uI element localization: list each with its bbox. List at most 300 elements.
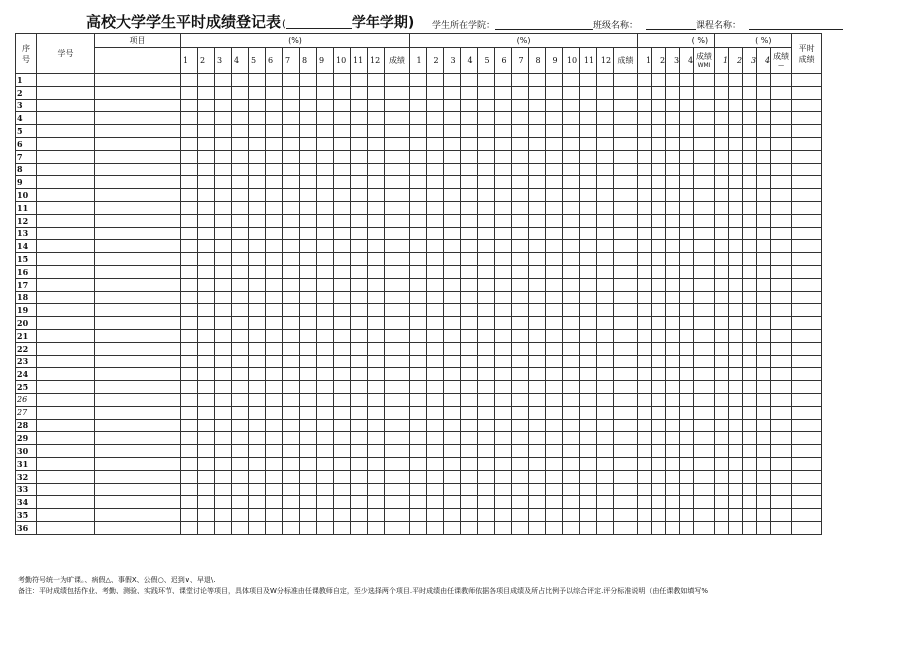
- grade-cell[interactable]: [666, 457, 680, 470]
- grade-cell[interactable]: [694, 381, 715, 394]
- grade-cell[interactable]: [580, 176, 597, 189]
- grade-cell[interactable]: [529, 329, 546, 342]
- grade-cell[interactable]: [444, 457, 461, 470]
- grade-cell[interactable]: [283, 74, 300, 87]
- grade-cell[interactable]: [266, 99, 283, 112]
- grade-cell[interactable]: [181, 99, 198, 112]
- grade-cell[interactable]: [300, 381, 317, 394]
- grade-cell[interactable]: [597, 176, 614, 189]
- grade-cell[interactable]: [792, 201, 822, 214]
- grade-cell[interactable]: [666, 150, 680, 163]
- grade-cell[interactable]: [792, 291, 822, 304]
- grade-cell[interactable]: [757, 291, 771, 304]
- grade-cell[interactable]: [444, 163, 461, 176]
- grade-cell[interactable]: [715, 304, 729, 317]
- grade-cell[interactable]: [638, 393, 652, 406]
- grade-cell[interactable]: [546, 265, 563, 278]
- grade-cell[interactable]: [198, 150, 215, 163]
- grade-cell[interactable]: [198, 163, 215, 176]
- grade-cell[interactable]: [546, 253, 563, 266]
- grade-cell[interactable]: [715, 342, 729, 355]
- grade-cell[interactable]: [444, 214, 461, 227]
- grade-cell[interactable]: [232, 163, 249, 176]
- grade-cell[interactable]: [249, 445, 266, 458]
- year-blank[interactable]: [286, 14, 352, 29]
- grade-cell[interactable]: [317, 381, 334, 394]
- grade-cell[interactable]: [729, 176, 743, 189]
- grade-cell[interactable]: [385, 445, 410, 458]
- grade-cell[interactable]: [95, 214, 181, 227]
- grade-cell[interactable]: [771, 419, 792, 432]
- grade-cell[interactable]: [563, 214, 580, 227]
- grade-cell[interactable]: [385, 125, 410, 138]
- grade-cell[interactable]: [757, 355, 771, 368]
- grade-cell[interactable]: [368, 112, 385, 125]
- grade-cell[interactable]: [495, 201, 512, 214]
- grade-cell[interactable]: [95, 253, 181, 266]
- grade-cell[interactable]: [652, 214, 666, 227]
- grade-cell[interactable]: [666, 496, 680, 509]
- grade-cell[interactable]: [680, 201, 694, 214]
- grade-cell[interactable]: [249, 86, 266, 99]
- grade-cell[interactable]: [461, 189, 478, 202]
- grade-cell[interactable]: [249, 214, 266, 227]
- grade-cell[interactable]: [512, 304, 529, 317]
- grade-cell[interactable]: [792, 99, 822, 112]
- grade-cell[interactable]: [652, 189, 666, 202]
- grade-cell[interactable]: [694, 201, 715, 214]
- grade-cell[interactable]: [529, 227, 546, 240]
- grade-cell[interactable]: [368, 406, 385, 419]
- grade-cell[interactable]: [317, 201, 334, 214]
- grade-cell[interactable]: [249, 125, 266, 138]
- grade-cell[interactable]: [461, 381, 478, 394]
- grade-cell[interactable]: [757, 227, 771, 240]
- grade-cell[interactable]: [666, 381, 680, 394]
- grade-cell[interactable]: [283, 125, 300, 138]
- grade-cell[interactable]: [181, 509, 198, 522]
- grade-cell[interactable]: [529, 240, 546, 253]
- grade-cell[interactable]: [495, 368, 512, 381]
- grade-cell[interactable]: [729, 240, 743, 253]
- grade-cell[interactable]: [715, 419, 729, 432]
- grade-cell[interactable]: [495, 317, 512, 330]
- grade-cell[interactable]: [444, 150, 461, 163]
- grade-cell[interactable]: [232, 355, 249, 368]
- grade-cell[interactable]: [232, 150, 249, 163]
- grade-cell[interactable]: [666, 406, 680, 419]
- grade-cell[interactable]: [614, 381, 638, 394]
- grade-cell[interactable]: [652, 112, 666, 125]
- grade-cell[interactable]: [512, 240, 529, 253]
- grade-cell[interactable]: [478, 368, 495, 381]
- grade-cell[interactable]: [580, 317, 597, 330]
- grade-cell[interactable]: [680, 509, 694, 522]
- grade-cell[interactable]: [249, 176, 266, 189]
- grade-cell[interactable]: [666, 227, 680, 240]
- grade-cell[interactable]: [614, 342, 638, 355]
- grade-cell[interactable]: [410, 445, 427, 458]
- grade-cell[interactable]: [368, 445, 385, 458]
- grade-cell[interactable]: [680, 406, 694, 419]
- grade-cell[interactable]: [283, 445, 300, 458]
- grade-cell[interactable]: [385, 457, 410, 470]
- grade-cell[interactable]: [461, 393, 478, 406]
- grade-cell[interactable]: [614, 329, 638, 342]
- grade-cell[interactable]: [198, 227, 215, 240]
- grade-cell[interactable]: [368, 483, 385, 496]
- grade-cell[interactable]: [638, 509, 652, 522]
- grade-cell[interactable]: [771, 509, 792, 522]
- grade-cell[interactable]: [694, 125, 715, 138]
- grade-cell[interactable]: [546, 99, 563, 112]
- grade-cell[interactable]: [351, 496, 368, 509]
- grade-cell[interactable]: [198, 112, 215, 125]
- grade-cell[interactable]: [666, 432, 680, 445]
- grade-cell[interactable]: [597, 445, 614, 458]
- grade-cell[interactable]: [694, 253, 715, 266]
- grade-cell[interactable]: [792, 125, 822, 138]
- grade-cell[interactable]: [563, 457, 580, 470]
- grade-cell[interactable]: [743, 291, 757, 304]
- grade-cell[interactable]: [546, 125, 563, 138]
- grade-cell[interactable]: [563, 329, 580, 342]
- grade-cell[interactable]: [563, 189, 580, 202]
- grade-cell[interactable]: [198, 291, 215, 304]
- grade-cell[interactable]: [614, 304, 638, 317]
- grade-cell[interactable]: [652, 483, 666, 496]
- grade-cell[interactable]: [444, 317, 461, 330]
- grade-cell[interactable]: [563, 368, 580, 381]
- grade-cell[interactable]: [743, 112, 757, 125]
- grade-cell[interactable]: [215, 253, 232, 266]
- grade-cell[interactable]: [478, 381, 495, 394]
- grade-cell[interactable]: [385, 176, 410, 189]
- grade-cell[interactable]: [427, 253, 444, 266]
- grade-cell[interactable]: [614, 240, 638, 253]
- grade-cell[interactable]: [495, 483, 512, 496]
- grade-cell[interactable]: [597, 470, 614, 483]
- grade-cell[interactable]: [638, 265, 652, 278]
- grade-cell[interactable]: [410, 214, 427, 227]
- grade-cell[interactable]: [652, 329, 666, 342]
- grade-cell[interactable]: [715, 74, 729, 87]
- grade-cell[interactable]: [652, 317, 666, 330]
- grade-cell[interactable]: [334, 521, 351, 534]
- grade-cell[interactable]: [266, 163, 283, 176]
- grade-cell[interactable]: [743, 227, 757, 240]
- grade-cell[interactable]: [198, 406, 215, 419]
- grade-cell[interactable]: [283, 304, 300, 317]
- grade-cell[interactable]: [334, 342, 351, 355]
- grade-cell[interactable]: [351, 227, 368, 240]
- grade-cell[interactable]: [410, 393, 427, 406]
- grade-cell[interactable]: [512, 406, 529, 419]
- grade-cell[interactable]: [351, 189, 368, 202]
- grade-cell[interactable]: [300, 278, 317, 291]
- grade-cell[interactable]: [198, 381, 215, 394]
- grade-cell[interactable]: [95, 189, 181, 202]
- grade-cell[interactable]: [198, 483, 215, 496]
- grade-cell[interactable]: [181, 163, 198, 176]
- grade-cell[interactable]: [37, 99, 95, 112]
- grade-cell[interactable]: [37, 496, 95, 509]
- grade-cell[interactable]: [792, 419, 822, 432]
- grade-cell[interactable]: [181, 342, 198, 355]
- grade-cell[interactable]: [351, 291, 368, 304]
- grade-cell[interactable]: [444, 265, 461, 278]
- grade-cell[interactable]: [563, 342, 580, 355]
- grade-cell[interactable]: [694, 265, 715, 278]
- grade-cell[interactable]: [385, 99, 410, 112]
- grade-cell[interactable]: [680, 393, 694, 406]
- grade-cell[interactable]: [198, 521, 215, 534]
- grade-cell[interactable]: [478, 406, 495, 419]
- grade-cell[interactable]: [478, 509, 495, 522]
- grade-cell[interactable]: [300, 125, 317, 138]
- grade-cell[interactable]: [757, 125, 771, 138]
- grade-cell[interactable]: [334, 86, 351, 99]
- grade-cell[interactable]: [597, 381, 614, 394]
- grade-cell[interactable]: [37, 291, 95, 304]
- grade-cell[interactable]: [368, 189, 385, 202]
- grade-cell[interactable]: [729, 150, 743, 163]
- grade-cell[interactable]: [757, 278, 771, 291]
- grade-cell[interactable]: [666, 291, 680, 304]
- grade-cell[interactable]: [300, 74, 317, 87]
- grade-cell[interactable]: [495, 470, 512, 483]
- grade-cell[interactable]: [478, 74, 495, 87]
- grade-cell[interactable]: [385, 432, 410, 445]
- grade-cell[interactable]: [478, 393, 495, 406]
- grade-cell[interactable]: [715, 483, 729, 496]
- grade-cell[interactable]: [317, 150, 334, 163]
- grade-cell[interactable]: [300, 99, 317, 112]
- grade-cell[interactable]: [461, 240, 478, 253]
- grade-cell[interactable]: [715, 393, 729, 406]
- grade-cell[interactable]: [444, 304, 461, 317]
- grade-cell[interactable]: [666, 483, 680, 496]
- grade-cell[interactable]: [232, 406, 249, 419]
- grade-cell[interactable]: [666, 470, 680, 483]
- grade-cell[interactable]: [529, 509, 546, 522]
- grade-cell[interactable]: [181, 393, 198, 406]
- grade-cell[interactable]: [529, 86, 546, 99]
- grade-cell[interactable]: [694, 509, 715, 522]
- grade-cell[interactable]: [461, 125, 478, 138]
- grade-cell[interactable]: [563, 74, 580, 87]
- grade-cell[interactable]: [792, 368, 822, 381]
- grade-cell[interactable]: [580, 99, 597, 112]
- grade-cell[interactable]: [478, 112, 495, 125]
- grade-cell[interactable]: [666, 176, 680, 189]
- grade-cell[interactable]: [652, 470, 666, 483]
- grade-cell[interactable]: [743, 521, 757, 534]
- grade-cell[interactable]: [198, 201, 215, 214]
- grade-cell[interactable]: [743, 496, 757, 509]
- grade-cell[interactable]: [461, 86, 478, 99]
- grade-cell[interactable]: [715, 265, 729, 278]
- grade-cell[interactable]: [666, 74, 680, 87]
- grade-cell[interactable]: [385, 355, 410, 368]
- grade-cell[interactable]: [181, 521, 198, 534]
- grade-cell[interactable]: [95, 432, 181, 445]
- grade-cell[interactable]: [410, 406, 427, 419]
- grade-cell[interactable]: [249, 496, 266, 509]
- grade-cell[interactable]: [529, 176, 546, 189]
- grade-cell[interactable]: [249, 150, 266, 163]
- grade-cell[interactable]: [444, 189, 461, 202]
- grade-cell[interactable]: [266, 457, 283, 470]
- grade-cell[interactable]: [427, 150, 444, 163]
- grade-cell[interactable]: [232, 470, 249, 483]
- grade-cell[interactable]: [652, 457, 666, 470]
- grade-cell[interactable]: [638, 214, 652, 227]
- grade-cell[interactable]: [638, 496, 652, 509]
- grade-cell[interactable]: [266, 317, 283, 330]
- grade-cell[interactable]: [181, 265, 198, 278]
- grade-cell[interactable]: [283, 393, 300, 406]
- grade-cell[interactable]: [95, 201, 181, 214]
- grade-cell[interactable]: [694, 163, 715, 176]
- grade-cell[interactable]: [427, 201, 444, 214]
- grade-cell[interactable]: [427, 419, 444, 432]
- grade-cell[interactable]: [771, 278, 792, 291]
- grade-cell[interactable]: [614, 445, 638, 458]
- grade-cell[interactable]: [729, 265, 743, 278]
- grade-cell[interactable]: [215, 381, 232, 394]
- grade-cell[interactable]: [478, 329, 495, 342]
- grade-cell[interactable]: [597, 99, 614, 112]
- grade-cell[interactable]: [771, 355, 792, 368]
- grade-cell[interactable]: [771, 393, 792, 406]
- grade-cell[interactable]: [215, 496, 232, 509]
- grade-cell[interactable]: [715, 189, 729, 202]
- grade-cell[interactable]: [444, 329, 461, 342]
- grade-cell[interactable]: [694, 214, 715, 227]
- grade-cell[interactable]: [444, 509, 461, 522]
- grade-cell[interactable]: [529, 291, 546, 304]
- grade-cell[interactable]: [249, 342, 266, 355]
- grade-cell[interactable]: [694, 329, 715, 342]
- grade-cell[interactable]: [410, 483, 427, 496]
- grade-cell[interactable]: [37, 265, 95, 278]
- grade-cell[interactable]: [37, 355, 95, 368]
- grade-cell[interactable]: [495, 240, 512, 253]
- grade-cell[interactable]: [546, 291, 563, 304]
- grade-cell[interactable]: [215, 317, 232, 330]
- grade-cell[interactable]: [444, 406, 461, 419]
- grade-cell[interactable]: [385, 406, 410, 419]
- grade-cell[interactable]: [334, 329, 351, 342]
- grade-cell[interactable]: [368, 176, 385, 189]
- grade-cell[interactable]: [771, 227, 792, 240]
- grade-cell[interactable]: [249, 201, 266, 214]
- grade-cell[interactable]: [743, 419, 757, 432]
- grade-cell[interactable]: [546, 457, 563, 470]
- grade-cell[interactable]: [546, 483, 563, 496]
- grade-cell[interactable]: [638, 137, 652, 150]
- grade-cell[interactable]: [385, 393, 410, 406]
- grade-cell[interactable]: [757, 253, 771, 266]
- grade-cell[interactable]: [715, 329, 729, 342]
- grade-cell[interactable]: [680, 150, 694, 163]
- grade-cell[interactable]: [715, 201, 729, 214]
- grade-cell[interactable]: [715, 278, 729, 291]
- grade-cell[interactable]: [638, 150, 652, 163]
- grade-cell[interactable]: [792, 457, 822, 470]
- grade-cell[interactable]: [198, 355, 215, 368]
- grade-cell[interactable]: [351, 240, 368, 253]
- grade-cell[interactable]: [638, 240, 652, 253]
- grade-cell[interactable]: [317, 240, 334, 253]
- grade-cell[interactable]: [368, 150, 385, 163]
- grade-cell[interactable]: [444, 445, 461, 458]
- grade-cell[interactable]: [181, 368, 198, 381]
- grade-cell[interactable]: [495, 253, 512, 266]
- grade-cell[interactable]: [232, 457, 249, 470]
- grade-cell[interactable]: [283, 368, 300, 381]
- grade-cell[interactable]: [215, 163, 232, 176]
- grade-cell[interactable]: [512, 125, 529, 138]
- grade-cell[interactable]: [680, 432, 694, 445]
- grade-cell[interactable]: [512, 189, 529, 202]
- grade-cell[interactable]: [652, 393, 666, 406]
- grade-cell[interactable]: [427, 240, 444, 253]
- grade-cell[interactable]: [198, 432, 215, 445]
- grade-cell[interactable]: [694, 317, 715, 330]
- grade-cell[interactable]: [427, 406, 444, 419]
- grade-cell[interactable]: [495, 393, 512, 406]
- grade-cell[interactable]: [351, 406, 368, 419]
- grade-cell[interactable]: [317, 329, 334, 342]
- grade-cell[interactable]: [597, 393, 614, 406]
- grade-cell[interactable]: [215, 445, 232, 458]
- grade-cell[interactable]: [461, 137, 478, 150]
- grade-cell[interactable]: [715, 150, 729, 163]
- grade-cell[interactable]: [37, 150, 95, 163]
- grade-cell[interactable]: [351, 355, 368, 368]
- grade-cell[interactable]: [317, 432, 334, 445]
- grade-cell[interactable]: [427, 86, 444, 99]
- grade-cell[interactable]: [757, 381, 771, 394]
- grade-cell[interactable]: [317, 406, 334, 419]
- grade-cell[interactable]: [334, 406, 351, 419]
- grade-cell[interactable]: [198, 457, 215, 470]
- grade-cell[interactable]: [597, 137, 614, 150]
- grade-cell[interactable]: [410, 329, 427, 342]
- grade-cell[interactable]: [385, 317, 410, 330]
- grade-cell[interactable]: [757, 406, 771, 419]
- grade-cell[interactable]: [495, 291, 512, 304]
- grade-cell[interactable]: [461, 406, 478, 419]
- grade-cell[interactable]: [368, 125, 385, 138]
- grade-cell[interactable]: [368, 201, 385, 214]
- grade-cell[interactable]: [478, 214, 495, 227]
- grade-cell[interactable]: [300, 432, 317, 445]
- grade-cell[interactable]: [283, 278, 300, 291]
- grade-cell[interactable]: [215, 227, 232, 240]
- grade-cell[interactable]: [580, 432, 597, 445]
- grade-cell[interactable]: [334, 189, 351, 202]
- grade-cell[interactable]: [334, 419, 351, 432]
- grade-cell[interactable]: [546, 86, 563, 99]
- grade-cell[interactable]: [715, 176, 729, 189]
- grade-cell[interactable]: [563, 470, 580, 483]
- grade-cell[interactable]: [478, 342, 495, 355]
- grade-cell[interactable]: [652, 432, 666, 445]
- grade-cell[interactable]: [266, 150, 283, 163]
